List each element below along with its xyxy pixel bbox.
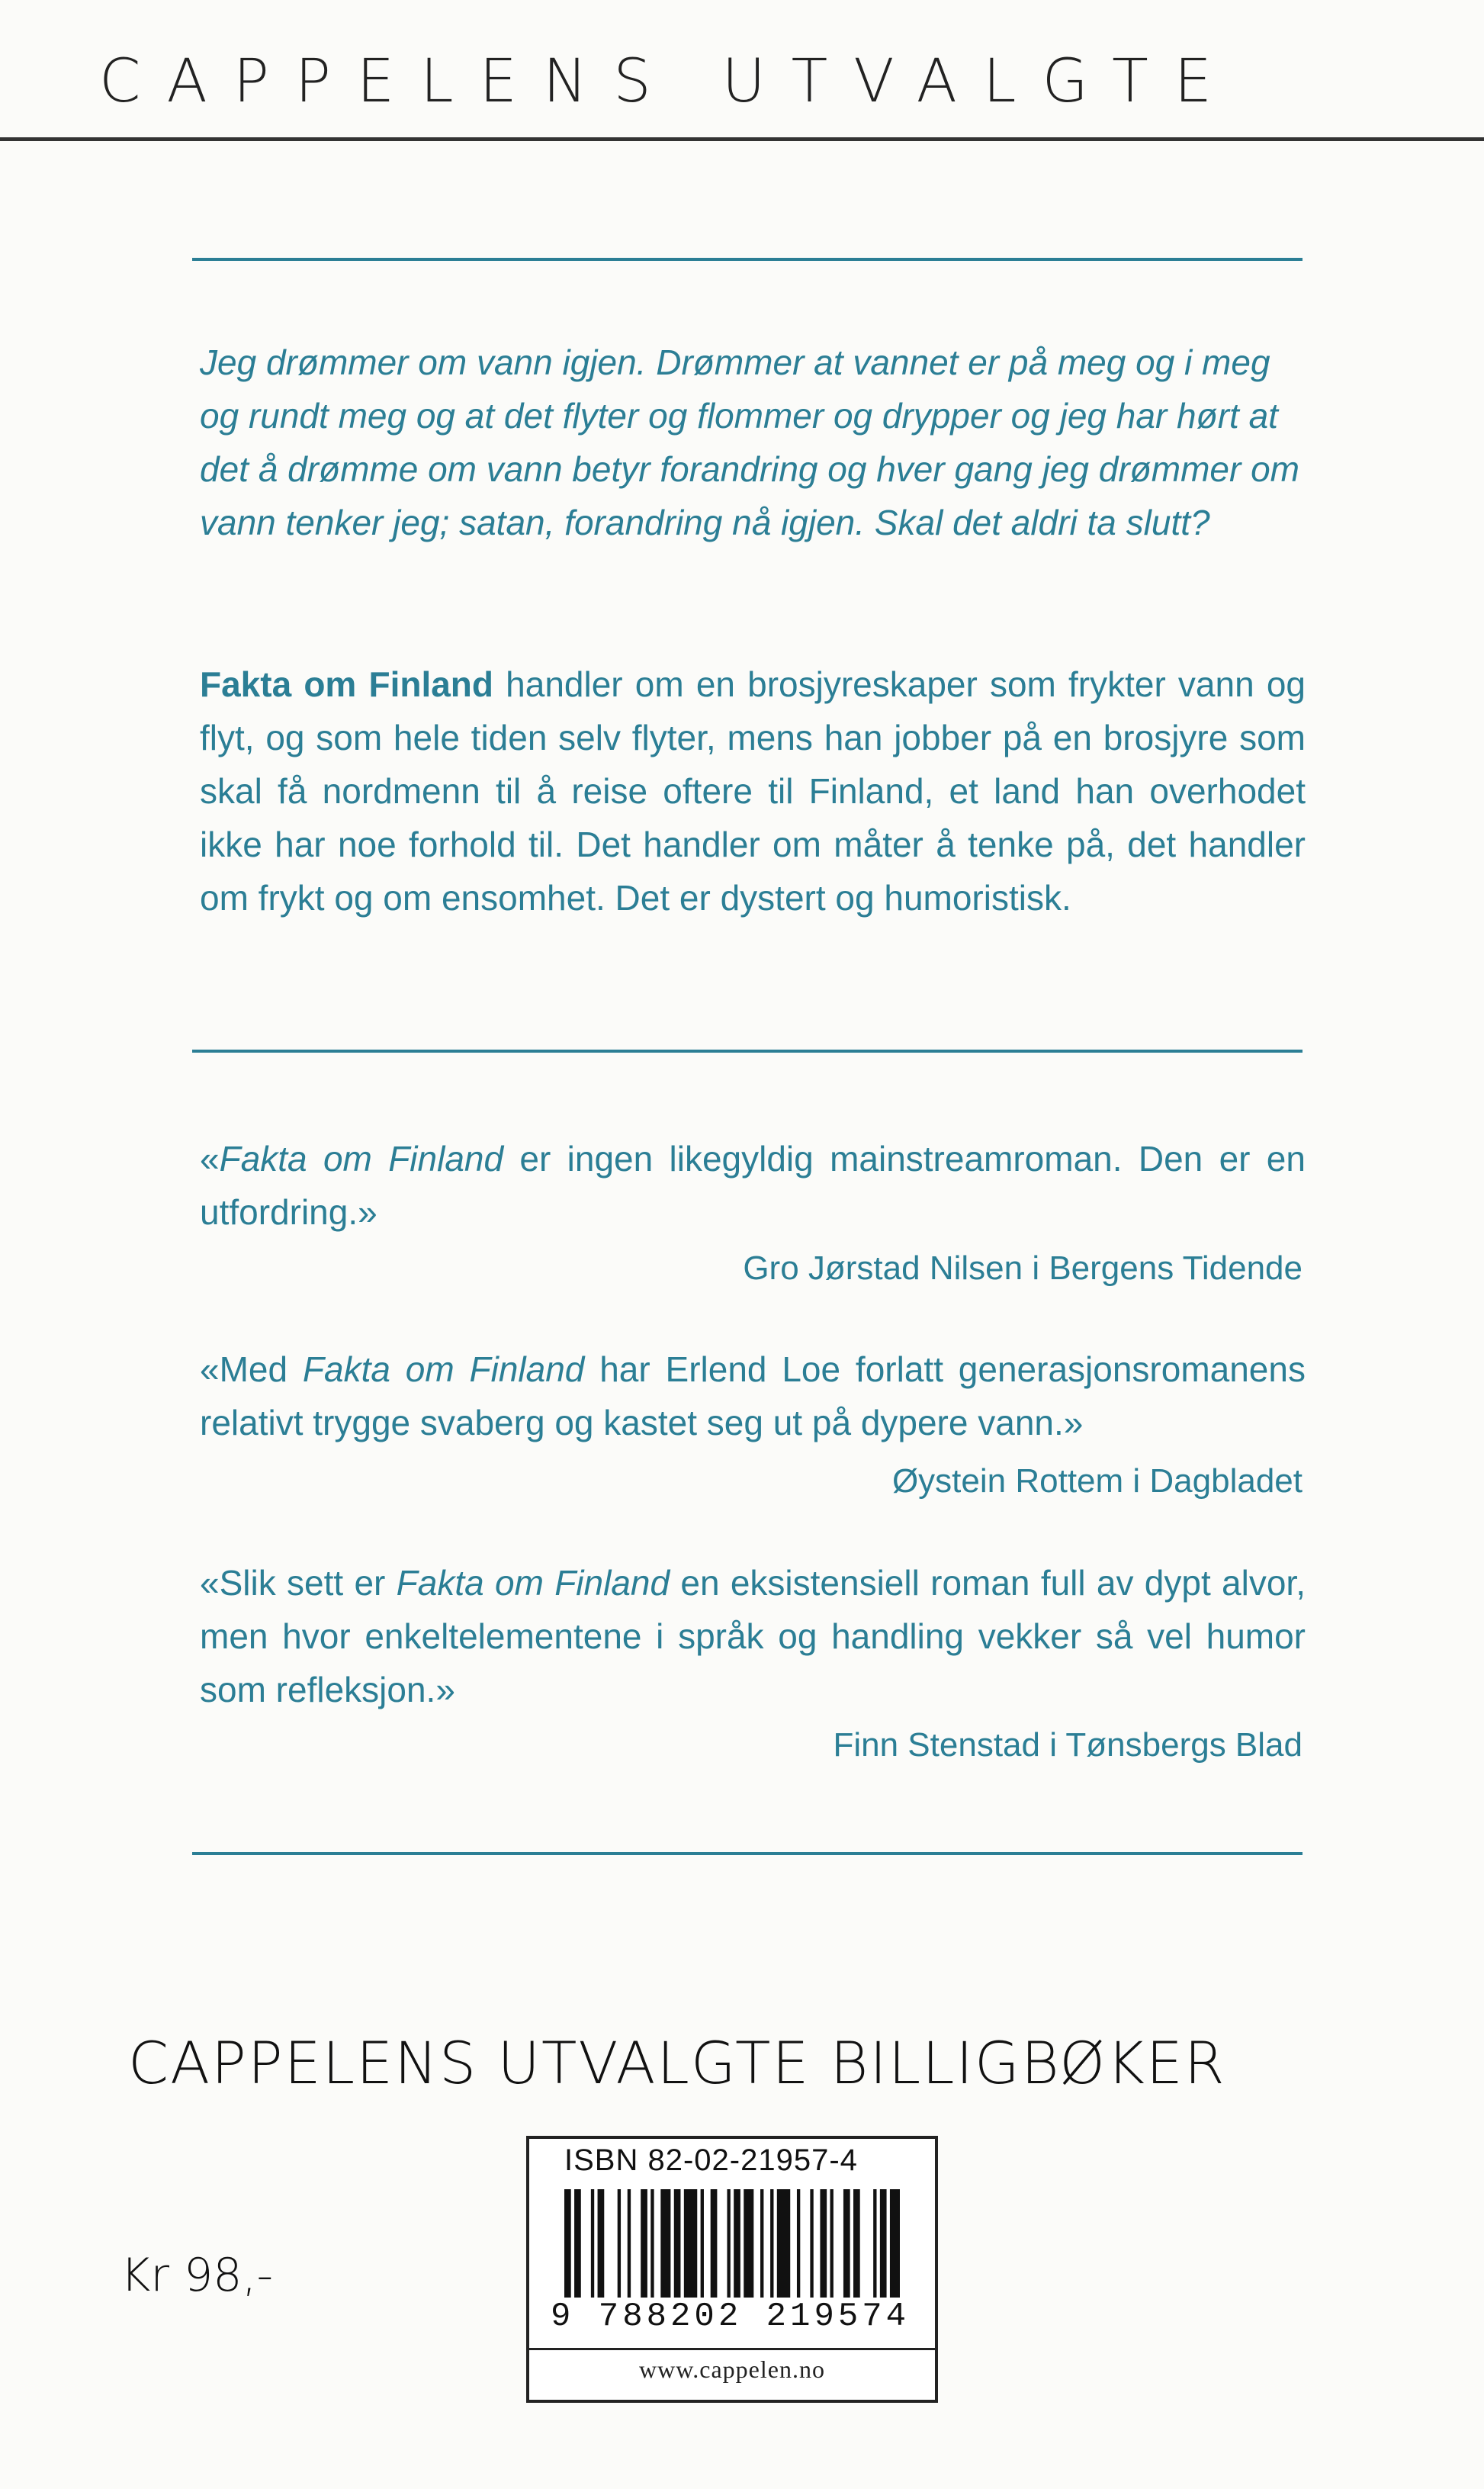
barcode-bar bbox=[727, 2189, 730, 2311]
description-title: Fakta om Finland bbox=[200, 664, 494, 704]
barcode-bar bbox=[628, 2189, 631, 2311]
barcode-bar bbox=[820, 2189, 827, 2311]
review-book-title: Fakta om Finland bbox=[396, 1563, 670, 1603]
barcode-bar bbox=[797, 2189, 800, 2311]
barcode-bar bbox=[591, 2189, 594, 2311]
barcode-icon bbox=[564, 2189, 900, 2311]
review-book-title: Fakta om Finland bbox=[219, 1139, 504, 1179]
barcode-bar bbox=[711, 2189, 718, 2311]
description-body: handler om en brosjyreskaper som frykter vann og flyt, og som hele tiden selv flyter, mens han jobber på en brosjyre som skal få nordmenn til å reise oftere til Finland, et land han overhodet ikke har noe forhold til. Det handler om måter å tenke på, det handler om frykt og om ensomhet. Det er dystert og humoristisk. bbox=[200, 664, 1306, 918]
barcode-bar bbox=[674, 2189, 681, 2311]
review-quote-3: «Slik sett er Fakta om Finland en eksistensiell roman full av dypt alvor, men hvor enkeltelementene i språk og handling vekker så vel humor som refleksjon.» bbox=[200, 1563, 1306, 1709]
barcode-bar bbox=[744, 2189, 753, 2311]
barcode-bar bbox=[564, 2189, 571, 2311]
description-text bbox=[200, 658, 1306, 925]
section-divider-3 bbox=[192, 1852, 1303, 1855]
url-divider bbox=[529, 2348, 935, 2350]
barcode-bar bbox=[770, 2189, 773, 2311]
ean-number: 9 788202 219574 bbox=[551, 2298, 911, 2336]
header-divider bbox=[0, 137, 1484, 141]
excerpt-text: Jeg drømmer om vann igjen. Drømmer at vannet er på meg og i meg og rundt meg og at det flyter og flommer og drypper og jeg har hørt at det å drømme om vann betyr forandring og hver gang jeg drømmer om vann tenker jeg; satan, forandring nå igjen. Skal det aldri ta slutt? bbox=[200, 342, 1299, 542]
review-book-title: Fakta om Finland bbox=[302, 1349, 585, 1389]
barcode-bar bbox=[810, 2189, 813, 2311]
review-quote-2: «Med Fakta om Finland har Erlend Loe forlatt generasjonsromanens relativt trygge svaberg og kastet seg ut på dypere vann.» bbox=[200, 1349, 1306, 1442]
barcode-bar bbox=[830, 2189, 834, 2311]
barcode-bar bbox=[777, 2189, 790, 2311]
review-source-1: Gro Jørstad Nilsen i Bergens Tidende bbox=[743, 1249, 1303, 1287]
barcode-bar bbox=[641, 2189, 647, 2311]
barcode-bar bbox=[734, 2189, 740, 2311]
barcode-bar bbox=[873, 2189, 876, 2311]
section-divider-1 bbox=[192, 258, 1303, 261]
barcode-bar bbox=[701, 2189, 704, 2311]
barcode-bar bbox=[853, 2189, 860, 2311]
barcode-bar bbox=[618, 2189, 621, 2311]
series-footer: CAPPELENS UTVALGTE BILLIGBØKER bbox=[128, 2029, 1226, 2097]
barcode-bar bbox=[574, 2189, 581, 2311]
barcode-bar bbox=[660, 2189, 670, 2311]
barcode-bar bbox=[760, 2189, 763, 2311]
barcode-bar bbox=[890, 2189, 900, 2311]
series-header: CAPPELENS UTVALGTE bbox=[99, 47, 1238, 116]
barcode-bar bbox=[843, 2189, 850, 2311]
isbn-label: ISBN 82-02-21957-4 bbox=[564, 2143, 858, 2177]
review-source-3: Finn Stenstad i Tønsbergs Blad bbox=[833, 1726, 1303, 1764]
barcode-bar bbox=[650, 2189, 654, 2311]
review-source-2: Øystein Rottem i Dagbladet bbox=[891, 1462, 1303, 1500]
publisher-website: www.cappelen.no bbox=[639, 2356, 825, 2383]
price-label: Kr 98,- bbox=[120, 2249, 274, 2302]
barcode-bar bbox=[598, 2189, 605, 2311]
review-quote-1: «Fakta om Finland er ingen likegyldig mainstreamroman. Den er en utfordring.» bbox=[200, 1139, 1306, 1232]
barcode-bar bbox=[880, 2189, 887, 2311]
section-divider-2 bbox=[192, 1050, 1303, 1053]
barcode-bar bbox=[684, 2189, 697, 2311]
